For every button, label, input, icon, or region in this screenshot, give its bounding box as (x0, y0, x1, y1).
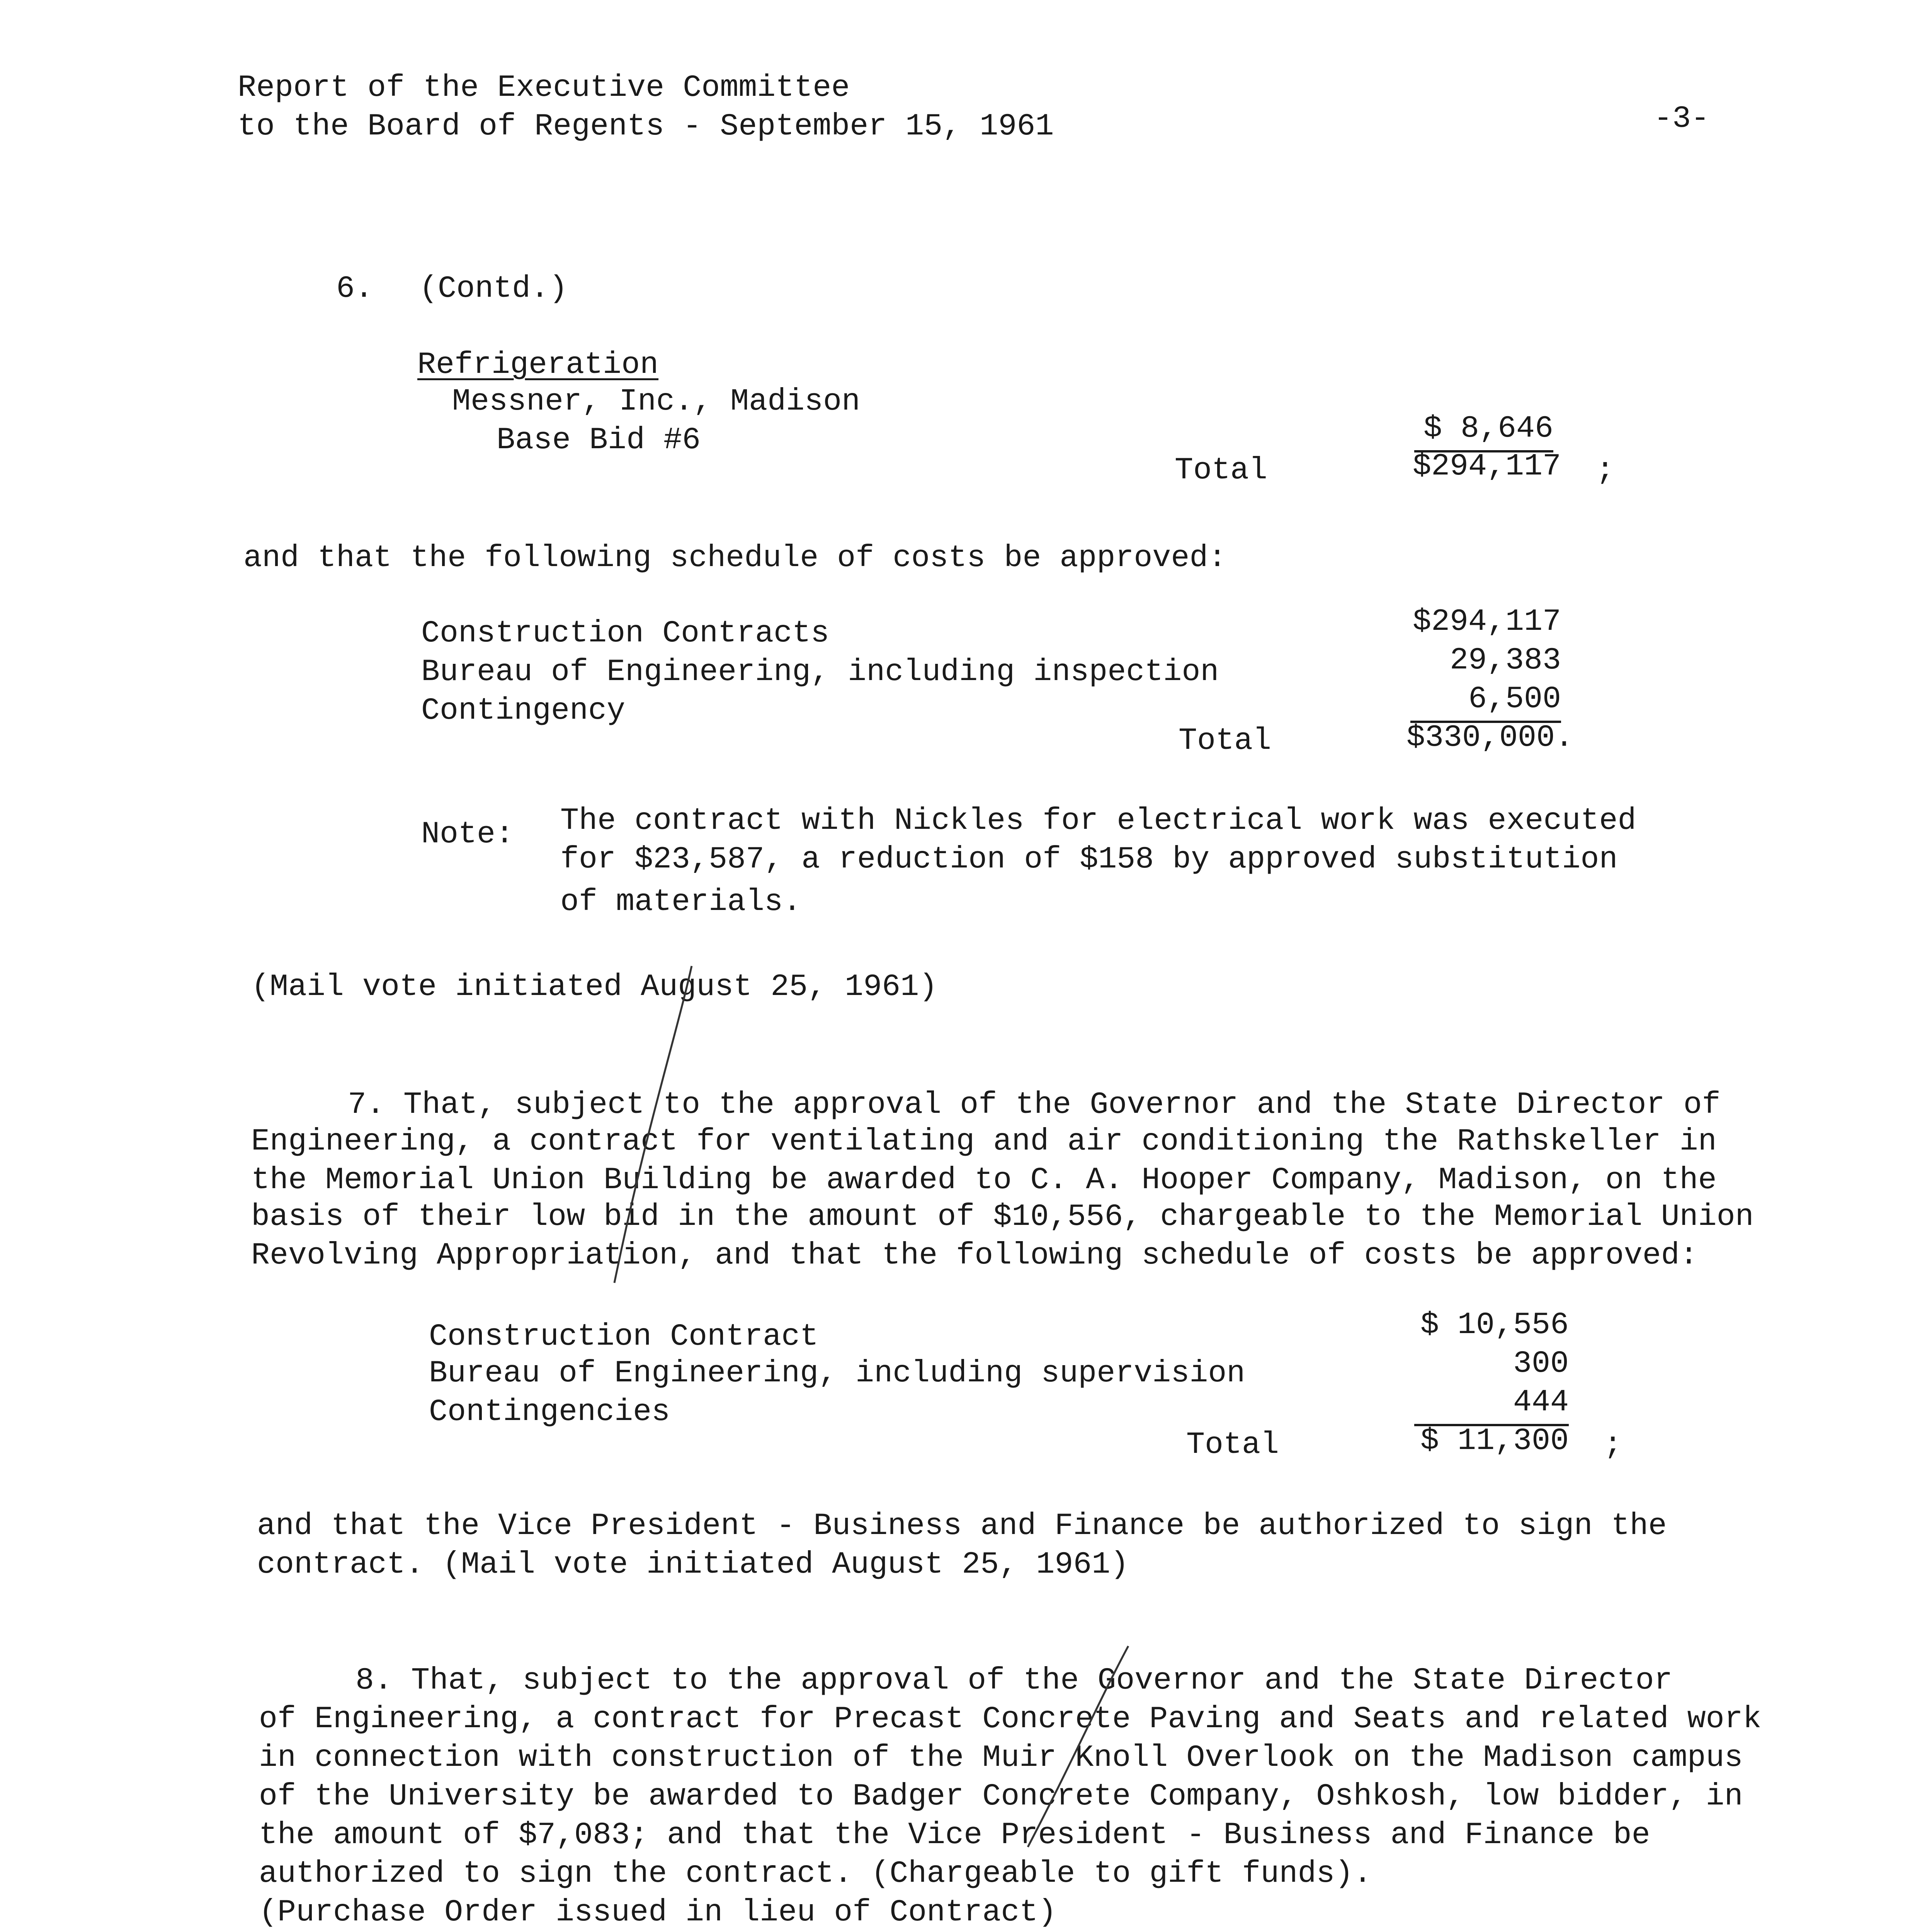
item6-schedule-label: Bureau of Engineering, including inspection (421, 655, 1219, 690)
item6-schedule-amount: 6,500 (1468, 682, 1561, 717)
item8-line: of Engineering, a contract for Precast Concrete Paving and Seats and related work (259, 1702, 1762, 1737)
item8-line: of the University be awarded to Badger Concrete Company, Oshkosh, low bidder, in (259, 1779, 1743, 1814)
report-title-line1: Report of the Executive Committee (238, 70, 850, 105)
item7-schedule-amount: 444 (1513, 1385, 1569, 1420)
item6-note-line: of materials. (560, 884, 802, 920)
page-number: -3- (1654, 101, 1710, 136)
item7-closing-line: and that the Vice President - Business and Finance be authorized to sign the (257, 1509, 1667, 1544)
item7-line: basis of their low bid in the amount of $10,556, chargeable to the Memorial Union (251, 1199, 1754, 1235)
item8-line: (Purchase Order issued in lieu of Contract) (259, 1895, 1057, 1930)
item6-note-line: The contract with Nickles for electrical work was executed (560, 803, 1636, 838)
item8-line: the amount of $7,083; and that the Vice President - Business and Finance be (259, 1818, 1650, 1853)
item6-note-label: Note: (421, 817, 514, 852)
item7-total-label: Total (1186, 1427, 1279, 1463)
handwritten-check-mark-icon (1012, 1638, 1136, 1855)
item7-line: Engineering, a contract for ventilating and air conditioning the Rathskeller in (251, 1124, 1717, 1159)
item6-schedule-label: Construction Contracts (421, 616, 830, 651)
item6-schedule-label: Contingency (421, 693, 626, 728)
item6-bid: Base Bid #6 (497, 423, 701, 458)
item6-schedule-amount: 29,383 (1449, 643, 1561, 678)
item7-schedule-label: Contingencies (429, 1395, 670, 1430)
item6-bid-amount: $ 8,646 (1423, 411, 1553, 446)
item6-total-label: Total (1175, 453, 1268, 488)
item7-total-amount: $ 11,300 (1420, 1423, 1569, 1459)
item7-closing-line: contract. (Mail vote initiated August 25, 1961) (257, 1547, 1129, 1582)
item7-schedule-amount: $ 10,556 (1420, 1308, 1569, 1343)
item7-schedule-amount: 300 (1513, 1346, 1569, 1381)
item8-line: in connection with construction of the Muir Knoll Overlook on the Madison campus (259, 1740, 1743, 1776)
item7-line: Revolving Appropriation, and that the following schedule of costs be approved: (251, 1238, 1698, 1273)
item6-contd: (Contd.) (419, 271, 568, 306)
item7-line: 7. That, subject to the approval of the Governor and the State Director of (348, 1087, 1721, 1122)
report-title-line2: to the Board of Regents - September 15, 1961 (238, 109, 1054, 144)
item6-total-semicolon: ; (1596, 453, 1615, 488)
handwritten-check-mark-icon (599, 958, 715, 1291)
item6-category-heading: Refrigeration (417, 347, 659, 383)
item6-schedule-amount: $294,117 (1412, 604, 1561, 639)
item6-schedule-total-amount: $330,000. (1406, 720, 1574, 755)
item7-schedule-label: Bureau of Engineering, including supervision (429, 1356, 1245, 1391)
item6-number: 6. (336, 271, 374, 306)
item6-schedule-total-label: Total (1179, 723, 1272, 759)
item6-total-amount: $294,117 (1412, 449, 1561, 484)
item6-contractor: Messner, Inc., Madison (452, 384, 861, 419)
item7-line: the Memorial Union Building be awarded to C. A. Hooper Company, Madison, on the (251, 1163, 1717, 1198)
item7-total-semicolon: ; (1604, 1427, 1622, 1463)
item8-line: 8. That, subject to the approval of the Governor and the State Director (355, 1663, 1673, 1698)
item8-line: authorized to sign the contract. (Chargeable to gift funds). (259, 1856, 1372, 1891)
item7-schedule-label: Construction Contract (429, 1319, 819, 1354)
item6-schedule-intro: and that the following schedule of costs be approved: (243, 541, 1227, 576)
item6-mail-vote: (Mail vote initiated August 25, 1961) (251, 969, 938, 1005)
item6-note-line: for $23,587, a reduction of $158 by approved substitution (560, 842, 1618, 877)
